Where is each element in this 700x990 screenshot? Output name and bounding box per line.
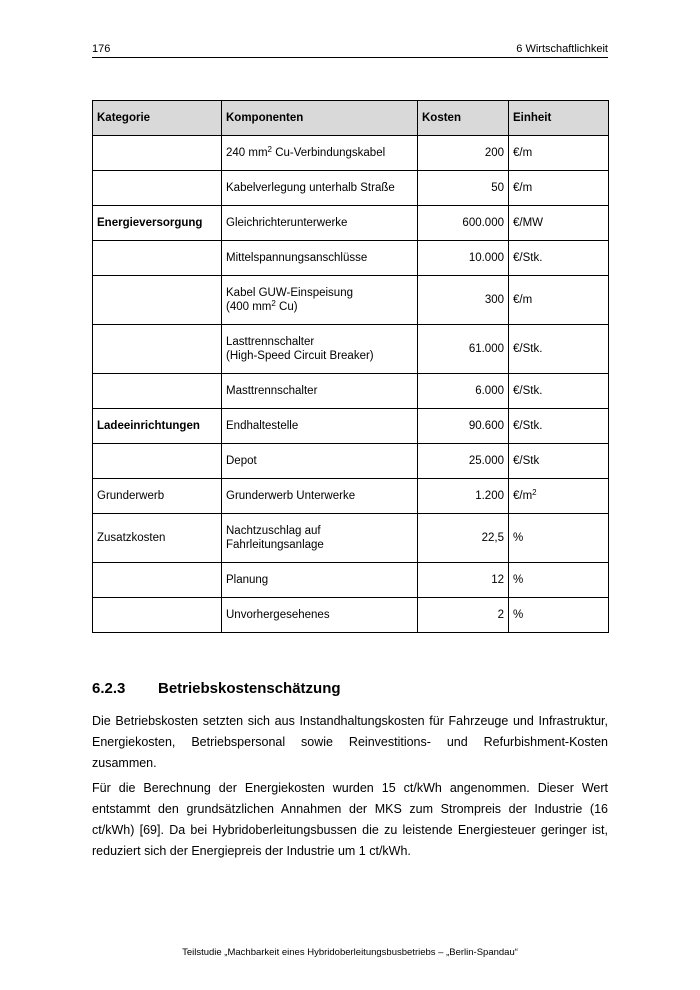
cell-kosten: 61.000 bbox=[418, 325, 509, 374]
cell-komponente: Gleichrichterunterwerke bbox=[222, 206, 418, 241]
cell-kategorie: Grunderwerb bbox=[93, 479, 222, 514]
cell-kategorie bbox=[93, 598, 222, 633]
cell-komponente: Masttrennschalter bbox=[222, 374, 418, 409]
cell-komponente: Planung bbox=[222, 563, 418, 598]
cell-einheit: % bbox=[509, 514, 609, 563]
table-row bbox=[93, 479, 609, 514]
table-row bbox=[93, 514, 609, 563]
cell-komponente: Depot bbox=[222, 444, 418, 479]
cell-einheit: €/Stk. bbox=[509, 409, 609, 444]
cell-einheit: €/m bbox=[509, 136, 609, 171]
cell-kosten: 300 bbox=[418, 276, 509, 325]
cell-kategorie: Zusatzkosten bbox=[93, 514, 222, 563]
cell-komponente: Mittelspannungsanschlüsse bbox=[222, 241, 418, 276]
cell-einheit: €/Stk. bbox=[509, 241, 609, 276]
table-row bbox=[93, 563, 609, 598]
cell-einheit: €/Stk. bbox=[509, 374, 609, 409]
header-kategorie: Kategorie bbox=[93, 101, 222, 136]
cell-kategorie bbox=[93, 563, 222, 598]
chapter-title: 6 Wirtschaftlichkeit bbox=[516, 43, 608, 55]
cell-kosten: 25.000 bbox=[418, 444, 509, 479]
cell-kategorie: Ladeeinrichtungen bbox=[93, 409, 222, 444]
cell-kosten: 200 bbox=[418, 136, 509, 171]
section-number: 6.2.3 bbox=[92, 680, 126, 697]
section-heading bbox=[92, 680, 341, 697]
cell-kategorie bbox=[93, 276, 222, 325]
cell-kosten: 2 bbox=[418, 598, 509, 633]
table-row bbox=[93, 206, 609, 241]
section-title: Betriebskostenschätzung bbox=[158, 680, 341, 697]
cell-kategorie bbox=[93, 241, 222, 276]
cell-komponente: Kabelverlegung unterhalb Straße bbox=[222, 171, 418, 206]
table-row bbox=[93, 136, 609, 171]
table-row bbox=[93, 276, 609, 325]
cell-kosten: 1.200 bbox=[418, 479, 509, 514]
cell-einheit: €/Stk bbox=[509, 444, 609, 479]
table-row bbox=[93, 598, 609, 633]
page-number: 176 bbox=[92, 43, 111, 55]
cell-komponente: Nachtzuschlag auf Fahrleitungsanlage bbox=[222, 514, 418, 563]
cell-einheit: €/MW bbox=[509, 206, 609, 241]
page-footer: Teilstudie „Machbarkeit eines Hybridoberleitungsbusbetriebs – „Berlin-Spandau“ bbox=[182, 947, 518, 958]
header-komponenten: Komponenten bbox=[222, 101, 418, 136]
cell-kosten: 90.600 bbox=[418, 409, 509, 444]
cell-einheit: €/m bbox=[509, 171, 609, 206]
cell-komponente: Grunderwerb Unterwerke bbox=[222, 479, 418, 514]
cell-kosten: 6.000 bbox=[418, 374, 509, 409]
header-einheit: Einheit bbox=[509, 101, 609, 136]
header-kosten: Kosten bbox=[418, 101, 509, 136]
cell-komponente: Endhaltestelle bbox=[222, 409, 418, 444]
cell-komponente: 240 $mm^2$ Cu-Verbindungskabel bbox=[222, 136, 418, 171]
table-row bbox=[93, 241, 609, 276]
page-header bbox=[92, 40, 608, 58]
paragraph: Für die Berechnung der Energiekosten wurden 15 ct/kWh angenommen. Dieser Wert entstammt den grundsätzlichen Annahmen der MKS zum Strompreis der Industrie (16 ct/kWh) [69]. Da bei Hybridoberleitungsbussen die zu leistende Energiesteuer geringer ist, reduziert sich der Energiepreis der Industrie um 1 ct/kWh. bbox=[92, 781, 608, 858]
table-row bbox=[93, 374, 609, 409]
cell-kosten: 22,5 bbox=[418, 514, 509, 563]
cell-kategorie bbox=[93, 136, 222, 171]
cell-komponente: Unvorhergesehenes bbox=[222, 598, 418, 633]
cell-einheit: % bbox=[509, 598, 609, 633]
cell-kategorie bbox=[93, 171, 222, 206]
cell-komponente: Lasttrennschalter (High-Speed Circuit Breaker) bbox=[222, 325, 418, 374]
cell-kosten: 10.000 bbox=[418, 241, 509, 276]
cell-einheit: €/m bbox=[509, 276, 609, 325]
cell-kosten: 50 bbox=[418, 171, 509, 206]
cell-kategorie: Energieversorgung bbox=[93, 206, 222, 241]
cell-einheit: % bbox=[509, 563, 609, 598]
cell-einheit: €/Stk. bbox=[509, 325, 609, 374]
table-row bbox=[93, 409, 609, 444]
cell-kategorie bbox=[93, 374, 222, 409]
cell-einheit: $€/m^2$ bbox=[509, 479, 609, 514]
cell-kosten: 12 bbox=[418, 563, 509, 598]
cost-table bbox=[92, 100, 609, 633]
table-row bbox=[93, 171, 609, 206]
table-row bbox=[93, 444, 609, 479]
table-header-row bbox=[93, 101, 609, 136]
table-row bbox=[93, 325, 609, 374]
cell-kategorie bbox=[93, 325, 222, 374]
paragraph: Die Betriebskosten setzten sich aus Instandhaltungskosten für Fahrzeuge und Infrastruktur, Energiekosten, Betriebspersonal sowie Reinvestitions- und Refurbishment-Kosten zusammen. bbox=[92, 714, 608, 770]
cell-kategorie bbox=[93, 444, 222, 479]
cell-kosten: 600.000 bbox=[418, 206, 509, 241]
cell-komponente: Kabel GUW-Einspeisung (400 $mm^2$ Cu) bbox=[222, 276, 418, 325]
